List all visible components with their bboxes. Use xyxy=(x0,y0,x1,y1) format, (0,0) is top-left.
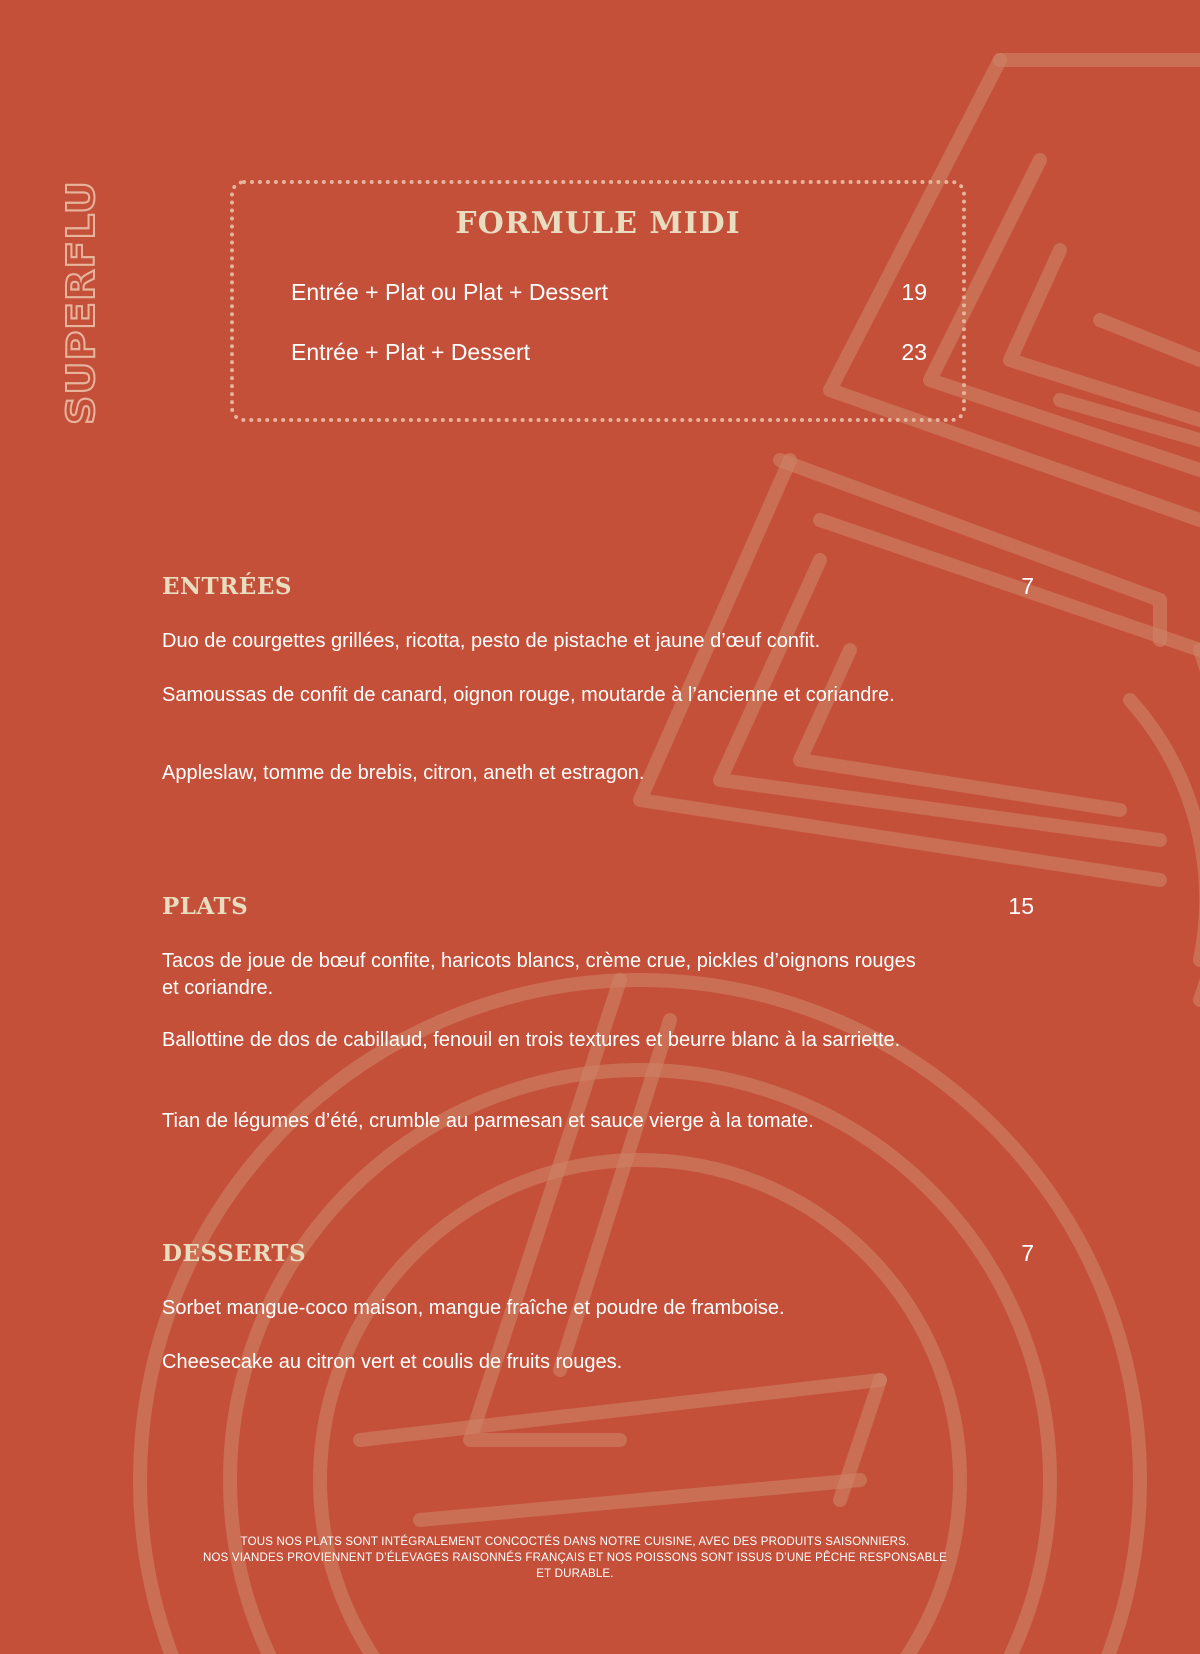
footer-line: ET DURABLE. xyxy=(536,1568,614,1580)
menu-item: Sorbet mangue-coco maison, mangue fraîche et poudre de framboise. xyxy=(162,1297,785,1319)
formule-midi-box xyxy=(230,180,966,422)
formule-row-label: Entrée + Plat ou Plat + Dessert xyxy=(291,278,609,305)
footer-note xyxy=(150,1534,1000,1582)
menu-item: Ballottine de dos de cabillaud, fenouil en trois textures et beurre blanc à la sarriette. xyxy=(162,1029,901,1051)
formule-row xyxy=(291,276,927,308)
formule-row xyxy=(291,336,927,368)
menu-item: Appleslaw, tomme de brebis, citron, aneth et estragon. xyxy=(162,762,645,784)
formule-row-price: 19 xyxy=(901,278,927,305)
section-title-entrees: ENTRÉES xyxy=(162,573,292,600)
menu-item: Cheesecake au citron vert et coulis de fruits rouges. xyxy=(162,1351,623,1373)
formule-title: FORMULE MIDI xyxy=(455,206,741,241)
brand-logo-text: SUPERFLU xyxy=(62,196,103,425)
section-title-desserts: DESSERTS xyxy=(162,1240,307,1267)
section-price-entrees: 7 xyxy=(1021,573,1034,599)
formule-row-label: Entrée + Plat + Dessert xyxy=(291,338,531,365)
section-title-plats: PLATS xyxy=(162,893,249,920)
menu-item: Tian de légumes d’été, crumble au parmesan et sauce vierge à la tomate. xyxy=(162,1110,814,1132)
brand-logo xyxy=(62,175,106,430)
section-price-desserts: 7 xyxy=(1021,1240,1034,1266)
footer-line: TOUS NOS PLATS SONT INTÉGRALEMENT CONCOCTÉS DANS NOTRE CUISINE, AVEC DES PRODUITS SAISONNIERS. xyxy=(240,1536,910,1548)
menu-item: Samoussas de confit de canard, oignon rouge, moutarde à l’ancienne et coriandre. xyxy=(162,684,895,706)
section-price-plats: 15 xyxy=(1008,893,1034,919)
formule-row-price: 23 xyxy=(901,338,927,365)
menu-item: Duo de courgettes grillées, ricotta, pesto de pistache et jaune d’œuf confit. xyxy=(162,630,821,652)
menu-item: Tacos de joue de bœuf confite, haricots blancs, crème crue, pickles d’oignons rouges et coriandre. xyxy=(162,950,916,999)
footer-line: NOS VIANDES PROVIENNENT D’ÉLEVAGES RAISONNÉS FRANÇAIS ET NOS POISSONS SONT ISSUS D’UNE PÊCHE RESPONSABLE xyxy=(203,1552,947,1564)
